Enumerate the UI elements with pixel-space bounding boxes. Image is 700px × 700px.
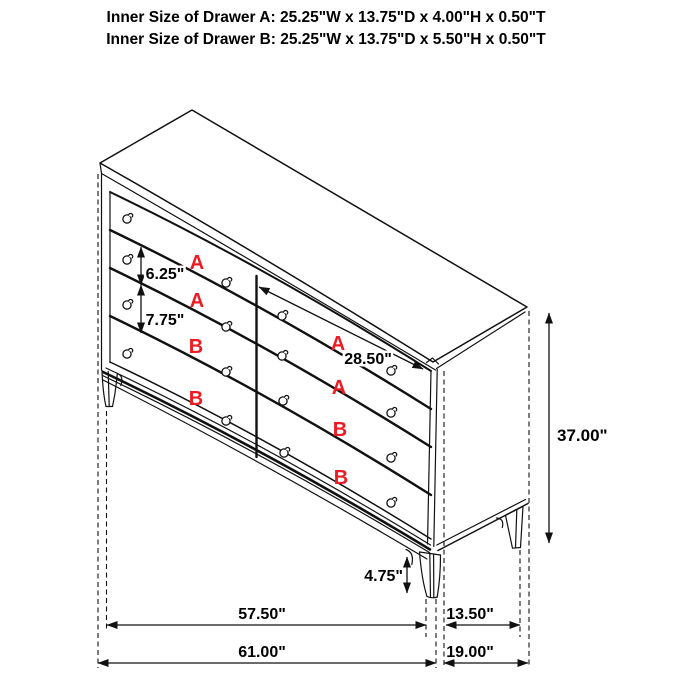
drawer-label-left-2: A xyxy=(189,290,205,312)
knob-icon xyxy=(123,299,133,309)
knob-icon xyxy=(387,497,397,507)
right-side-panel xyxy=(437,500,528,551)
left-stile xyxy=(102,174,111,371)
drawer-label-left-1: A xyxy=(189,252,205,274)
knob-icon xyxy=(222,277,232,287)
dim-overall-width: 61.00" xyxy=(238,644,286,661)
dim-overall-depth: 19.00" xyxy=(446,644,494,661)
knob-icon xyxy=(222,366,232,376)
dimension-arrows xyxy=(98,247,549,663)
dim-opening-width: 28.50" xyxy=(344,351,392,368)
dim-drawer-b-height: 7.75" xyxy=(145,312,185,329)
top-right-band-line xyxy=(437,312,526,369)
drawer-label-left-3: B xyxy=(188,336,204,358)
separator-3 xyxy=(110,316,431,495)
knob-icon xyxy=(222,415,232,425)
knob-icon xyxy=(123,213,133,223)
knob-icon xyxy=(123,348,133,358)
dim-side-leg-span: 13.50" xyxy=(446,606,494,623)
knob-icon xyxy=(278,350,288,360)
drawer-labels xyxy=(189,252,348,489)
dim-overall-height: 37.00" xyxy=(557,426,608,445)
dimension-labels xyxy=(146,266,608,661)
front-right-corner-post xyxy=(428,370,438,547)
drawer-label-right-3: B xyxy=(332,419,348,441)
dim-front-leg-span: 57.50" xyxy=(238,606,286,623)
knob-icon xyxy=(279,395,289,405)
drawer-label-left-4: B xyxy=(188,388,204,410)
dim-drawer-a-height: 6.25" xyxy=(145,266,185,283)
extension-lines xyxy=(98,174,529,668)
drawer-label-right-2: A xyxy=(331,377,347,399)
dim-leg-height: 4.75" xyxy=(364,568,403,585)
apron-bottom-edge xyxy=(103,380,427,559)
knob-icon xyxy=(280,447,290,457)
knob-icon xyxy=(387,407,397,417)
knob-icon xyxy=(123,254,133,264)
knob-icon xyxy=(278,310,288,320)
side-bottom-band xyxy=(437,500,526,546)
top-panel xyxy=(100,110,527,370)
drawer-label-right-4: B xyxy=(333,467,349,489)
drawer-a-spec: Inner Size of Drawer A: 25.25"W x 13.75"D x 4.00"H x 0.50"T xyxy=(106,9,546,26)
knob-icon xyxy=(387,452,397,462)
drawer-area-bottom-edge xyxy=(110,362,431,539)
drawer-label-right-1: A xyxy=(330,333,346,355)
drawer-b-spec: Inner Size of Drawer B: 25.25"W x 13.75"D x 5.50"H x 0.50"T xyxy=(106,31,546,48)
